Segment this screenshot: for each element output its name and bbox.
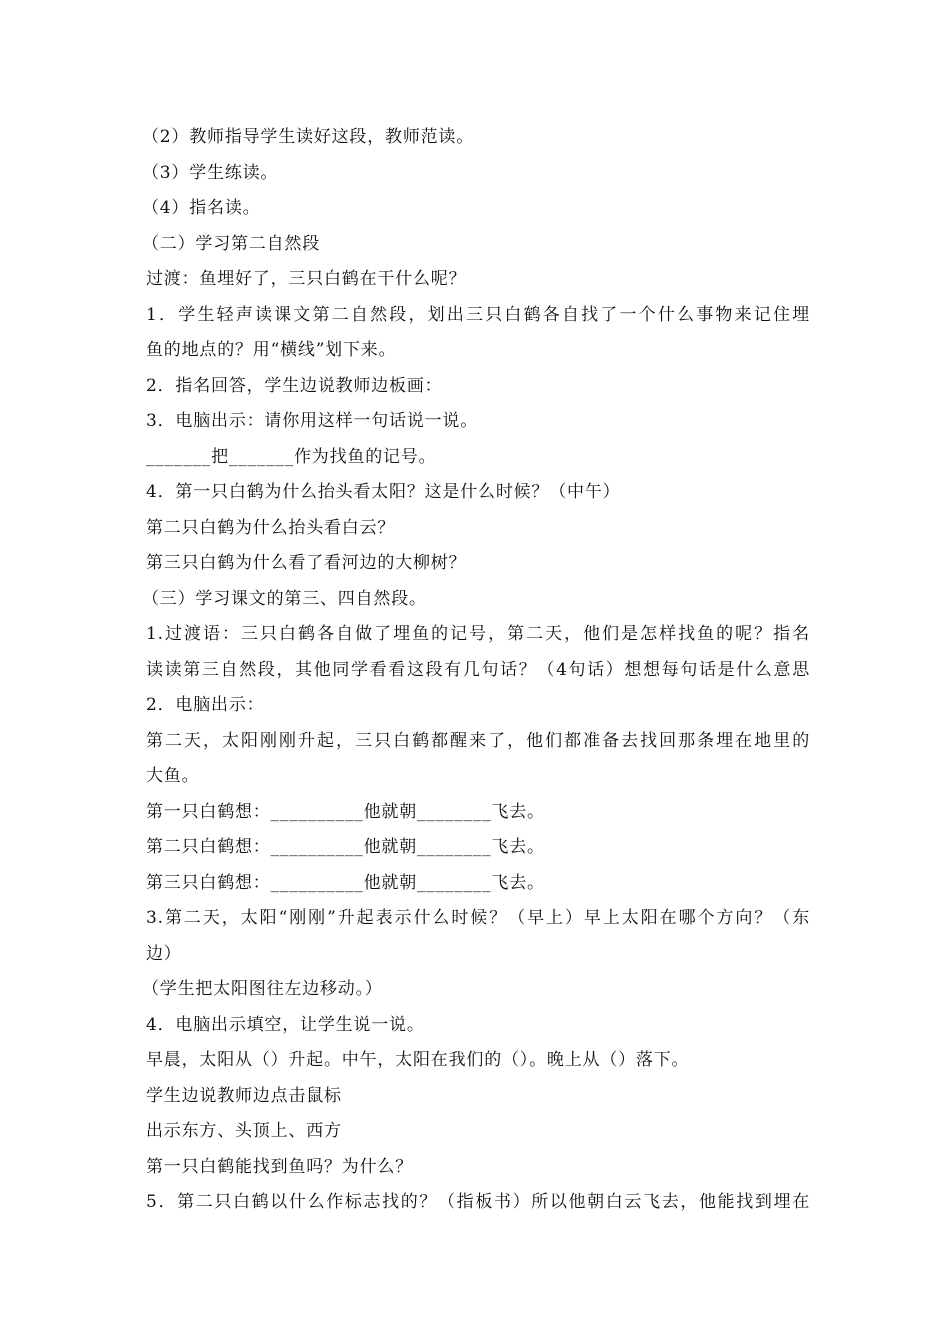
- text-line: 鱼的地点的？用“横线”划下来。: [146, 340, 397, 360]
- text-line: 出示东方、头顶上、西方: [146, 1121, 342, 1141]
- text-line: 第一只白鹤能找到鱼吗？为什么？: [146, 1156, 413, 1177]
- text-line: 读读第三自然段，其他同学看看这段有几句话？（4句话）想想每句话是什么意思: [146, 659, 810, 680]
- fill-blank-line: 第三只白鹤想：__________他就朝________飞去。: [146, 872, 545, 893]
- text-line: 早晨，太阳从（）升起。中午，太阳在我们的（）。晚上从（）落下。: [146, 1050, 690, 1070]
- text-line: 4．电脑出示填空，让学生说一说。: [146, 1014, 425, 1035]
- section-heading: （二）学习第二自然段: [142, 233, 320, 254]
- text-line: （3）学生练读。: [142, 162, 279, 183]
- fill-blank-line: 第二只白鹤想：__________他就朝________飞去。: [146, 837, 545, 857]
- text-line: 1.过渡语：三只白鹤各自做了埋鱼的记号，第二天，他们是怎样找鱼的呢？指名: [146, 624, 810, 644]
- text-line: 3.第二天，太阳“刚刚”升起表示什么时候？（早上）早上太阳在哪个方向？（东: [146, 908, 810, 928]
- text-line: 1．学生轻声读课文第二自然段，划出三只白鹤各自找了一个什么事物来记住埋: [146, 304, 810, 325]
- document-body: [142, 120, 810, 1221]
- text-line: 第二天，太阳刚刚升起，三只白鹤都醒来了，他们都准备去找回那条埋在地里的: [146, 730, 810, 751]
- text-line: 过渡：鱼埋好了，三只白鹤在干什么呢？: [146, 269, 467, 289]
- text-line: （学生把太阳图往左边移动。）: [142, 979, 383, 999]
- text-line: （2）教师指导学生读好这段，教师范读。: [142, 127, 475, 147]
- text-line: 3．电脑出示：请你用这样一句话说一说。: [146, 411, 479, 431]
- text-line: 第三只白鹤为什么看了看河边的大柳树？: [146, 553, 467, 573]
- section-heading: （三）学习课文的第三、四自然段。: [142, 588, 427, 609]
- text-line: 大鱼。: [146, 766, 200, 786]
- text-line: 5．第二只白鹤以什么作标志找的？（指板书）所以他朝白云飞去，他能找到埋在: [146, 1192, 810, 1212]
- text-line: 边）: [146, 943, 182, 964]
- text-line: 2．指名回答，学生边说教师边板画：: [146, 375, 443, 396]
- fill-blank-line: _______把_______作为找鱼的记号。: [146, 446, 437, 467]
- text-line: （4）指名读。: [142, 198, 261, 218]
- text-line: 2．电脑出示：: [146, 695, 265, 715]
- text-line: 4．第一只白鹤为什么抬头看太阳？这是什么时候？（中午）: [146, 482, 621, 502]
- text-line: 学生边说教师边点击鼠标: [146, 1085, 342, 1106]
- text-line: 第二只白鹤为什么抬头看白云？: [146, 517, 396, 538]
- fill-blank-line: 第一只白鹤想：__________他就朝________飞去。: [146, 801, 545, 822]
